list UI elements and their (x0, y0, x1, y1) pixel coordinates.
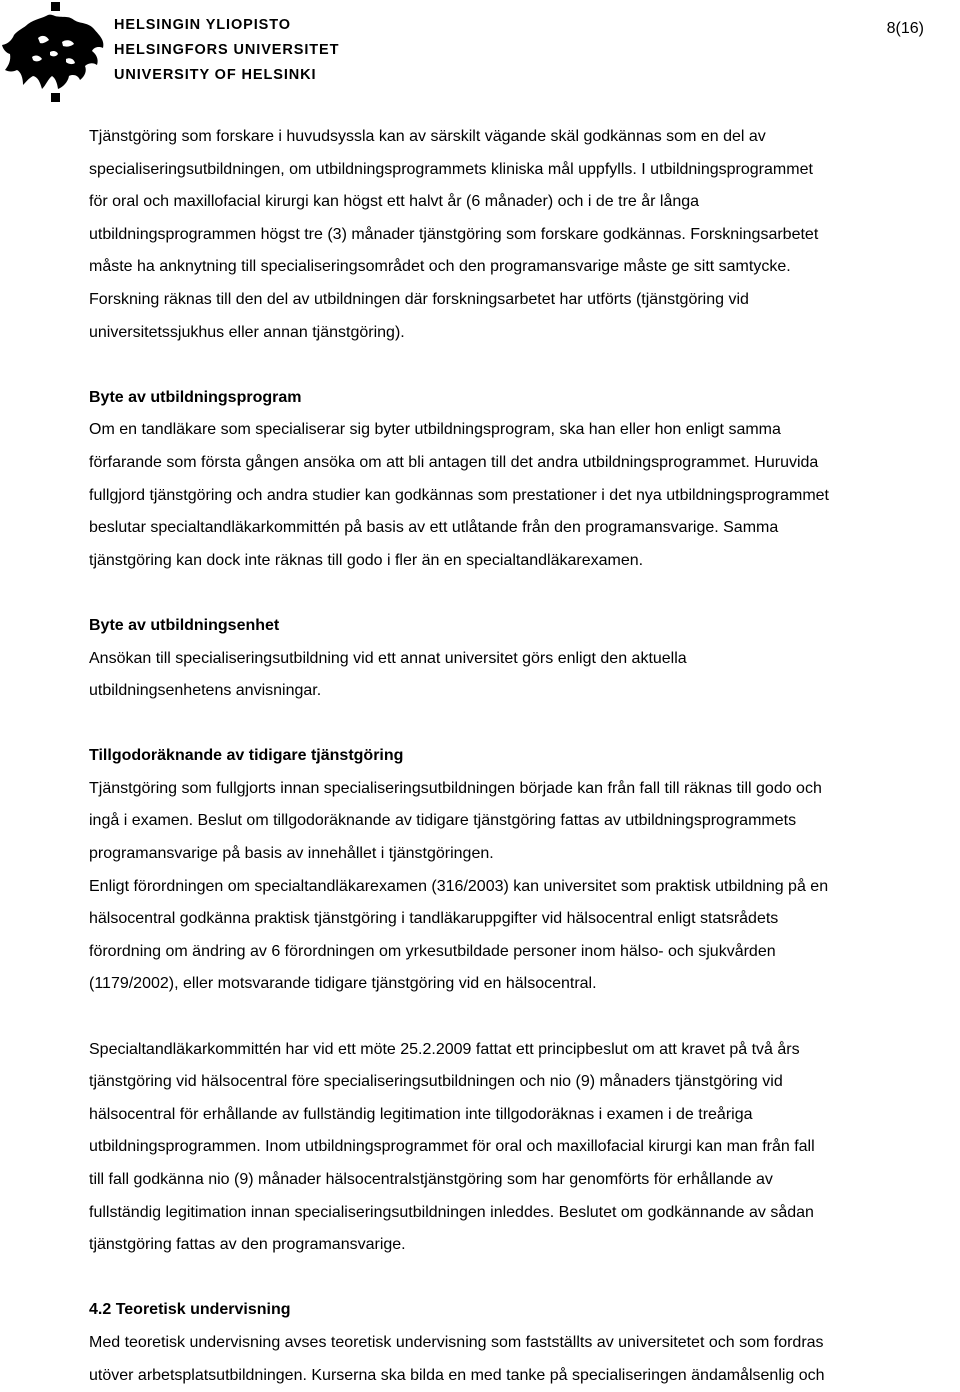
text-line: utbildningsenhetens anvisningar. (89, 682, 322, 700)
text-line: till fall godkänna nio (9) månader hälsocentralstjänstgöring som har genomförts för erhållande av (89, 1171, 773, 1188)
text-line: Om en tandläkare som specialiserar sig byter utbildningsprogram, ska han eller hon enligt samma (89, 421, 781, 439)
text-line: ingå i examen. Beslut om tillgodoräknande av tidigare tjänstgöring fattas av utbildningsprogrammets (89, 812, 797, 830)
kommitten-paragraph (89, 1034, 960, 1262)
university-crest-icon (2, 2, 106, 102)
text-line: fullgjord tjänstgöring och andra studier kan godkännas som prestationer i det nya utbildningsprogrammet (89, 486, 829, 504)
page-header (0, 0, 960, 104)
section-byte-enhet (89, 610, 960, 708)
text-line: Forskning räknas till den del av utbildningen där forskningsarbetet har utförts (tjänstgöring vid (89, 290, 749, 308)
university-names (114, 13, 339, 88)
text-line: programansvarige på basis av innehållet i tjänstgöringen. (89, 845, 494, 863)
text-line: (1179/2002), eller motsvarande tidigare tjänstgöring vid en hälsocentral. (89, 975, 597, 993)
section-byte-program (89, 382, 960, 578)
text-line: tjänstgöring fattas av den programansvarige. (89, 1236, 406, 1254)
paragraph-gap (89, 1262, 960, 1295)
text-line: förfarande som första gången ansöka om att bli antagen till det andra utbildningsprogrammet. Huruvida (89, 453, 819, 471)
paragraph-gap (89, 349, 960, 382)
text-line: utbildningsprogrammen högst tre (3) månader tjänstgöring som forskare godkännas. Forskningsarbetet (89, 225, 819, 243)
text-line: hälsocentral godkänna praktisk tjänstgöring i tandläkaruppgifter vid hälsocentral enligt statsrådets (89, 910, 779, 928)
text-line: tjänstgöring vid hälsocentral före specialiseringsutbildningen och nio (9) månaders tjänstgöring vid (89, 1073, 783, 1091)
text-line: Tjänstgöring som forskare i huvudsyssla kan av särskilt vägande skäl godkännas som en del av (89, 128, 766, 145)
university-name-english: UNIVERSITY OF HELSINKI (114, 67, 317, 83)
text-line: specialiseringsutbildningen, om utbildningsprogrammets kliniska mål uppfylls. I utbildningsprogrammet (89, 160, 813, 178)
intro-paragraph (89, 121, 960, 349)
text-line: utbildningsprogrammen. Inom utbildningsprogrammet för oral och maxillofacial kirurgi kan man från fall (89, 1138, 815, 1156)
university-name-finnish: HELSINGIN YLIOPISTO (114, 17, 291, 33)
text-line: Tjänstgöring som fullgjorts innan specialiseringsutbildningen började kan från fall till räknas till godo och (89, 779, 822, 797)
text-line: utöver arbetsplatsutbildningen. Kurserna ska bilda en med tanke på specialiseringen ändamålsenlig och (89, 1366, 825, 1384)
section-heading: 4.2 Teoretisk undervisning (89, 1301, 291, 1319)
text-line: Med teoretisk undervisning avses teoretisk undervisning som fastställts av universitetet och som fordras (89, 1333, 824, 1351)
text-line: för oral och maxillofacial kirurgi kan högst ett halvt år (6 månader) och i de tre år långa (89, 193, 700, 211)
section-heading: Byte av utbildningsprogram (89, 388, 302, 406)
paragraph-gap (89, 1001, 960, 1034)
section-heading: Byte av utbildningsenhet (89, 616, 280, 634)
section-heading: Tillgodoräknande av tidigare tjänstgöring (89, 747, 404, 765)
text-line: Enligt förordningen om specialtandläkarexamen (316/2003) kan universitet som praktisk utbildning på en (89, 877, 829, 895)
text-line: fullständig legitimation innan specialiseringsutbildningen inleddes. Beslutet om godkännande av sådan (89, 1203, 814, 1221)
text-line: Ansökan till specialiseringsutbildning vid ett annat universitet görs enligt den aktuella (89, 649, 687, 667)
document-body (89, 121, 960, 1392)
text-line: måste ha anknytning till specialiseringsområdet och den programansvarige måste ge sitt samtycke. (89, 258, 791, 276)
page-number: 8(16) (886, 20, 924, 37)
text-line: universitetssjukhus eller annan tjänstgöring). (89, 323, 405, 341)
paragraph-gap (89, 708, 960, 741)
text-line: beslutar specialtandläkarkommittén på basis av ett utlåtande från den programansvarige. Samma (89, 519, 779, 537)
text-line: tjänstgöring kan dock inte räknas till godo i fler än en specialtandläkarexamen. (89, 551, 644, 569)
paragraph-gap (89, 577, 960, 610)
text-line: hälsocentral för erhållande av fullständig legitimation inte tillgodoräknas i examen i de treåriga (89, 1105, 753, 1123)
section-teoretisk-undervisning (89, 1294, 960, 1392)
text-line: förordning om ändring av 6 förordningen om yrkesutbildade personer inom hälso- och sjukvården (89, 942, 776, 960)
text-line: Specialtandläkarkommittén har vid ett möte 25.2.2009 fattat ett principbeslut om att kravet på två års (89, 1040, 800, 1058)
section-tillgodoraknande (89, 740, 960, 1001)
university-name-swedish: HELSINGFORS UNIVERSITET (114, 42, 340, 58)
